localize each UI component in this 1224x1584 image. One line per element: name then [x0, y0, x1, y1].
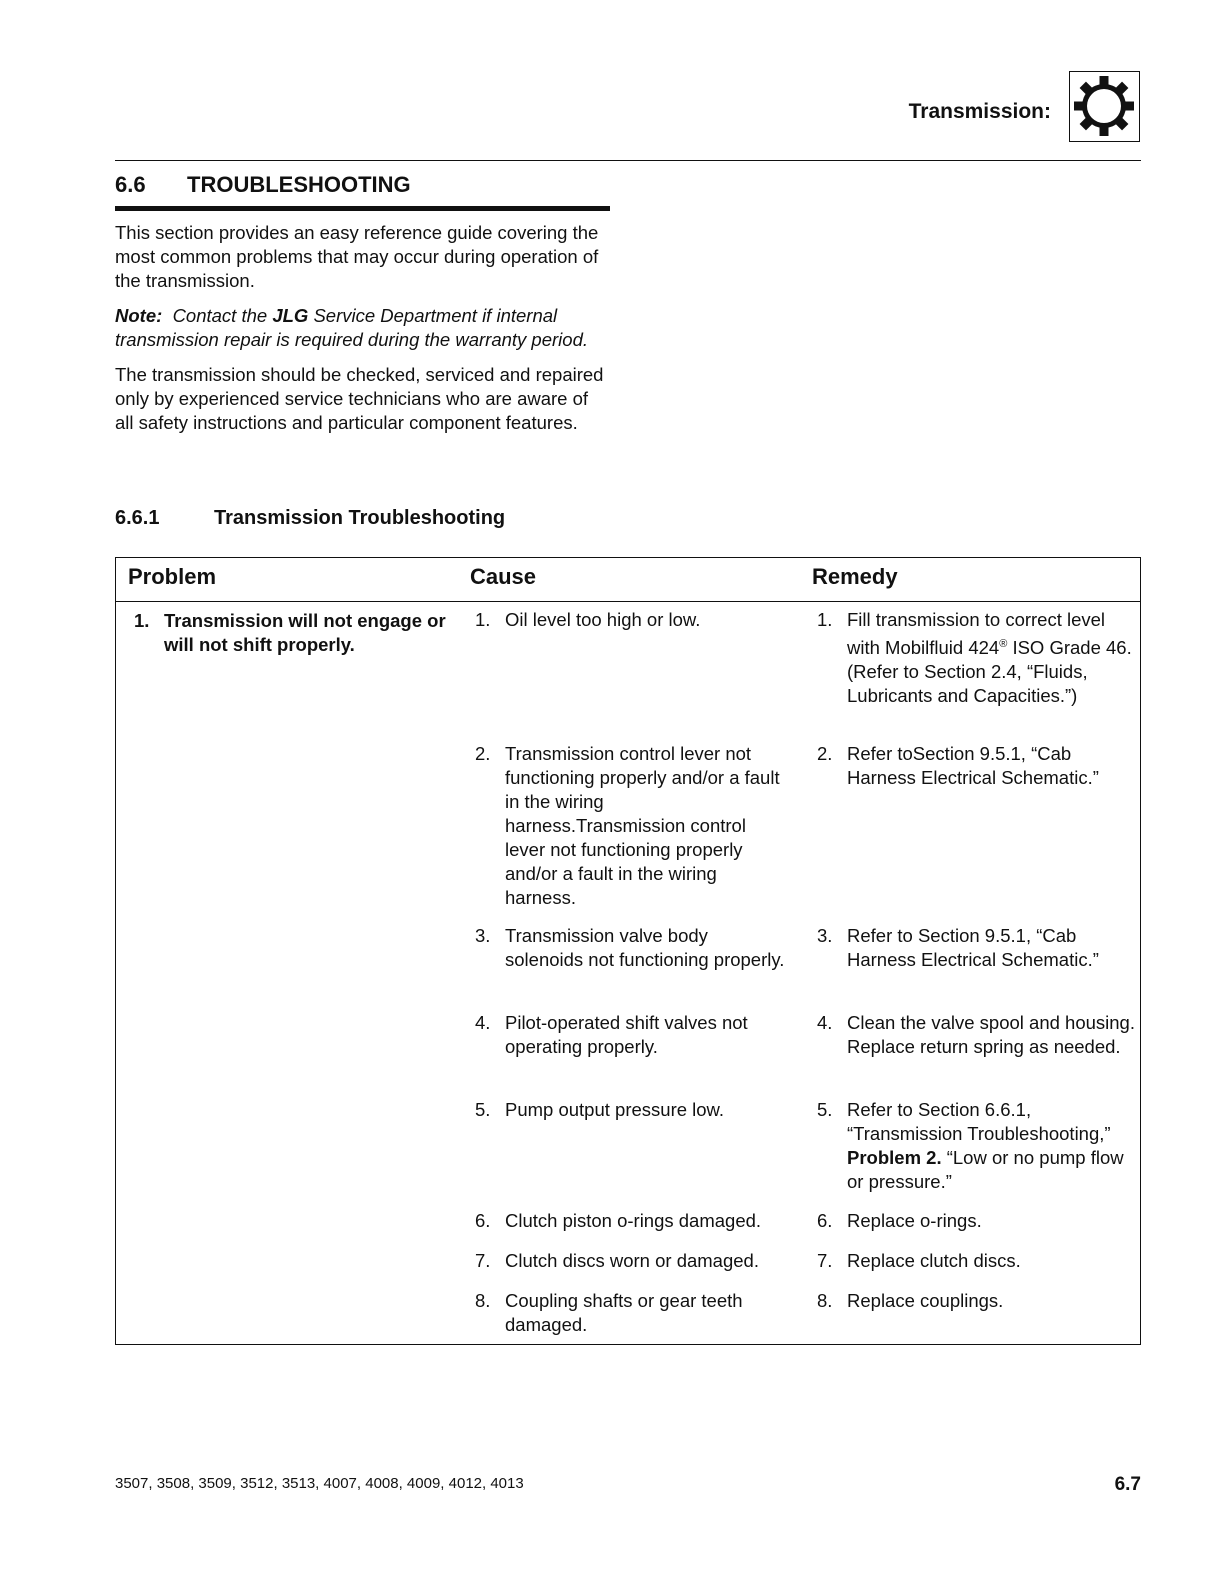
- subsection-heading: [115, 507, 505, 530]
- remedy-item: [817, 742, 1137, 790]
- cause-number: 8.: [475, 1290, 491, 1311]
- remedy-number: 1.: [817, 609, 833, 630]
- cause-number: 7.: [475, 1250, 491, 1271]
- cause-text: Pump output pressure low.: [505, 1099, 725, 1120]
- remedy-number: 2.: [817, 743, 833, 764]
- problem-text: Transmission will not engage or will not shift properly.: [164, 610, 446, 655]
- remedy-text-pre: Fill transmission to correct level with Mobilfluid 424: [847, 609, 1106, 659]
- cause-item: [475, 742, 785, 910]
- header-divider: [115, 160, 1141, 161]
- troubleshooting-table: [115, 557, 1141, 1345]
- cause-number: 3.: [475, 925, 491, 946]
- cause-number: 6.: [475, 1210, 491, 1231]
- remedy-item: [817, 924, 1137, 972]
- section-title: TROUBLESHOOTING: [187, 172, 411, 197]
- remedy-number: 3.: [817, 925, 833, 946]
- warranty-note: [115, 304, 610, 352]
- cause-text: Coupling shafts or gear teeth damaged.: [505, 1290, 743, 1335]
- column-header-remedy: Remedy: [812, 564, 898, 589]
- section-number: 6.6: [115, 172, 146, 197]
- remedy-text: Replace clutch discs.: [847, 1250, 1021, 1271]
- remedy-text-pre: Refer to Section 6.6.1, “Transmission Troubleshooting,”: [847, 1099, 1111, 1144]
- technician-paragraph: The transmission should be checked, serviced and repaired only by experienced service technicians who are aware of all safety instructions and particular component features.: [115, 364, 604, 433]
- cause-text: Clutch discs worn or damaged.: [505, 1250, 759, 1271]
- note-text-pre: Contact the: [172, 305, 268, 326]
- cause-number: 1.: [475, 609, 491, 630]
- note-brand: JLG: [272, 305, 309, 326]
- cause-item: [475, 1209, 785, 1233]
- note-text-post: Service Department if internal transmission repair is required during the warranty period.: [115, 305, 588, 350]
- remedy-number: 4.: [817, 1012, 833, 1033]
- remedy-item: [817, 608, 1137, 708]
- remedy-item: [817, 1209, 1137, 1233]
- footer-models: 3507, 3508, 3509, 3512, 3513, 4007, 4008, 4009, 4012, 4013: [115, 1475, 524, 1492]
- running-header-title: Transmission:: [908, 100, 1051, 123]
- remedy-text-post: “Low or no pump flow or pressure.”: [847, 1147, 1124, 1192]
- cause-item: [475, 1011, 785, 1059]
- cause-number: 2.: [475, 743, 491, 764]
- remedy-text: [847, 1098, 1137, 1194]
- cause-item: [475, 1098, 785, 1122]
- column-header-cause: Cause: [470, 564, 537, 589]
- remedy-text: Refer to Section 9.5.1, “Cab Harness Electrical Schematic.”: [847, 925, 1099, 970]
- remedy-item: [817, 1098, 1137, 1194]
- remedy-number: 5.: [817, 1099, 833, 1120]
- remedy-number: 8.: [817, 1290, 833, 1311]
- cause-item: [475, 608, 785, 632]
- problem-number: 1.: [134, 610, 150, 631]
- problem-item: [134, 609, 454, 657]
- intro-text: [115, 221, 610, 446]
- cause-text: Oil level too high or low.: [505, 609, 701, 630]
- intro-paragraph: This section provides an easy reference guide covering the most common problems that may occur during operation of the transmission.: [115, 222, 599, 291]
- remedy-text-bold: Problem 2.: [847, 1147, 942, 1168]
- remedy-item: [817, 1011, 1137, 1059]
- column-header-problem: Problem: [128, 564, 217, 589]
- cause-number: 5.: [475, 1099, 491, 1120]
- remedy-number: 6.: [817, 1210, 833, 1231]
- gear-icon: [1069, 71, 1140, 142]
- cause-number: 4.: [475, 1012, 491, 1033]
- table-header-row: [116, 558, 1140, 602]
- subsection-title: Transmission Troubleshooting: [214, 507, 506, 529]
- note-label: Note:: [115, 305, 163, 326]
- cause-item: [475, 924, 785, 972]
- remedy-text: [847, 608, 1137, 708]
- remedy-text: Clean the valve spool and housing. Replace return spring as needed.: [847, 1012, 1135, 1057]
- cause-item: [475, 1249, 785, 1273]
- cause-text: Transmission control lever not functioning properly and/or a fault in the wiring harness.Transmission control lever not functioning properly and/or a fault in the wiring harness.: [505, 743, 780, 908]
- remedy-text: Replace o-rings.: [847, 1210, 982, 1231]
- remedy-text-post: ISO Grade 46. (Refer to Section 2.4, “Fluids, Lubricants and Capacities.”): [847, 637, 1132, 707]
- cause-text: Clutch piston o-rings damaged.: [505, 1210, 762, 1231]
- registered-mark: ®: [999, 638, 1008, 650]
- section-heading: [115, 172, 610, 211]
- remedy-text: Refer toSection 9.5.1, “Cab Harness Electrical Schematic.”: [847, 743, 1099, 788]
- remedy-item: [817, 1289, 1137, 1313]
- remedy-number: 7.: [817, 1250, 833, 1271]
- subsection-number: 6.6.1: [115, 507, 160, 529]
- cause-item: [475, 1289, 785, 1337]
- cause-text: Pilot-operated shift valves not operating properly.: [505, 1012, 748, 1057]
- remedy-item: [817, 1249, 1137, 1273]
- remedy-text: Replace couplings.: [847, 1290, 1004, 1311]
- cause-text: Transmission valve body solenoids not functioning properly.: [505, 925, 785, 970]
- page-number: 6.7: [1114, 1474, 1141, 1495]
